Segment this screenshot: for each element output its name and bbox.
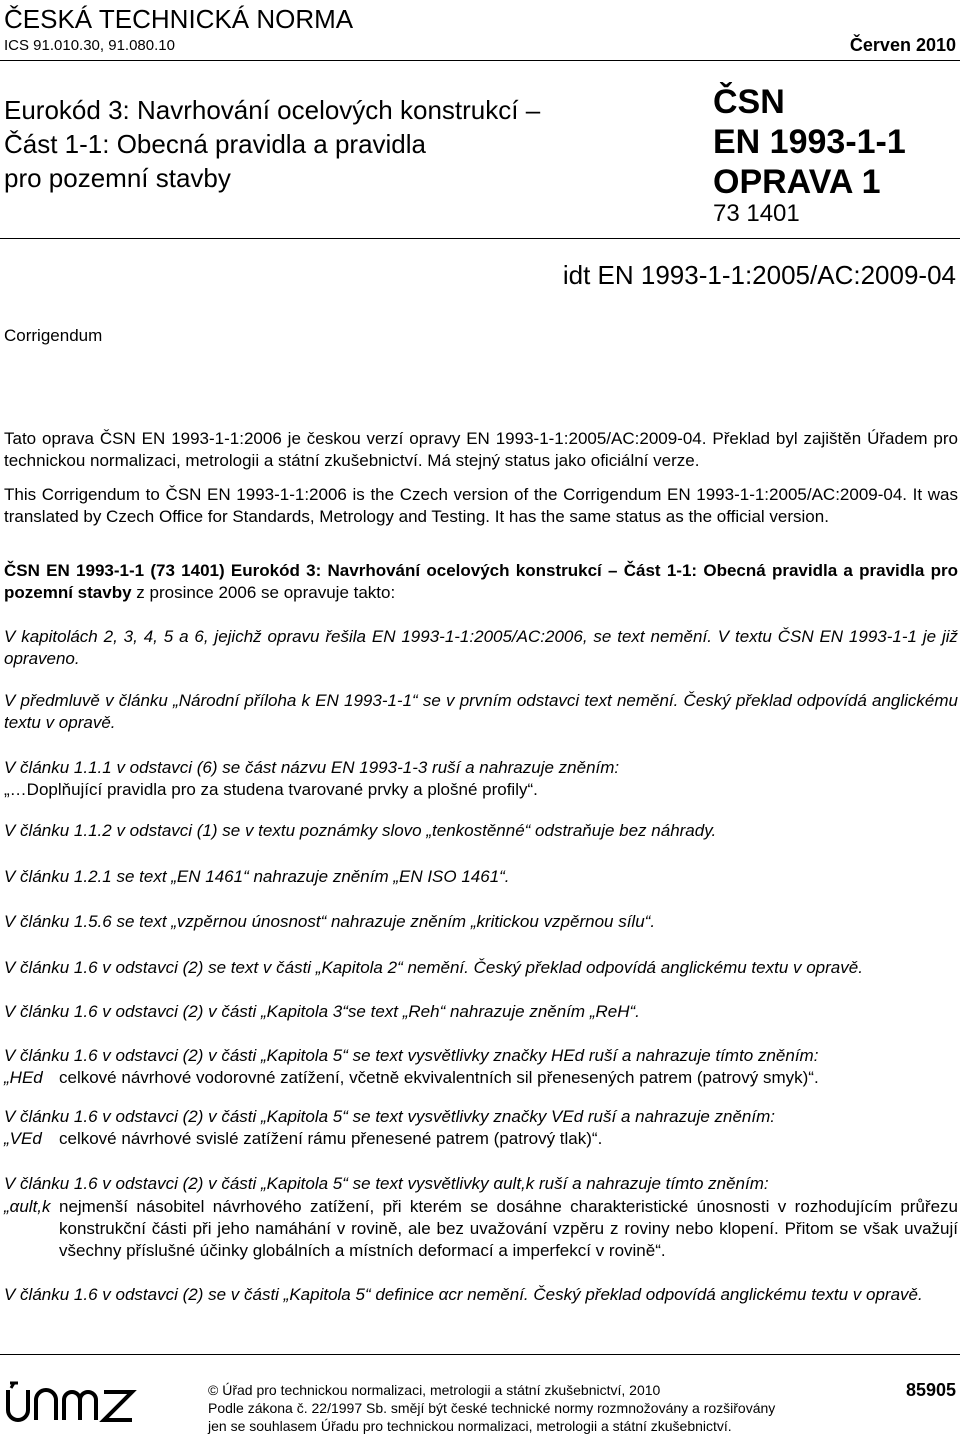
intro-english: This Corrigendum to ČSN EN 1993-1-1:2006 is the Czech version of the Corrigendum EN 1993-1-1:2005/AC:2009-04. It was translated by Czech Office for Standards, Metrology and Testing. It has the same status as the official version. [4,485,958,526]
catalog-code: 85905 [905,1380,956,1400]
publication-date: Červen 2010 [849,35,956,55]
corrigendum-label: Corrigendum [4,326,103,345]
correction-1-6-hed: V článku 1.6 v odstavci (2) v části „Kapitola 5“ se text vysvětlivky značky HEd ruší a nahrazuje tímto zněním: [4,1046,819,1065]
designation-line: OPRAVA 1 [713,163,881,201]
correction-foreword: V předmluvě v článku „Národní příloha k EN 1993-1-1“ se v prvním odstavci text nemění. Český překlad odpovídá anglickému textu v opravě. [4,691,958,732]
document-title-line: Eurokód 3: Navrhování ocelových konstrukcí – [4,95,541,125]
definition-alpha-ult-text: nejmenší násobitel návrhového zatížení, při kterém se dosáhne charakteristické únosnosti v rozhodujícím průřezu konstrukční části při jeho namáhání v rovině, ale bez uvažování vzpěru z roviny nebo klopení. Přitom se však uvažují všechny příslušné účinky globálních a místních deformací a imperfekcí v rovině“. [59,1197,958,1260]
footer-rule [0,1354,960,1355]
standard-designation [713,82,906,202]
correction-1-6-chapter2: V článku 1.6 v odstavci (2) se text v části „Kapitola 2“ nemění. Český překlad odpovídá anglickému textu v opravě. [4,958,863,977]
intro-reference-rest: z prosince 2006 se opravuje takto: [131,583,396,602]
header-rule [0,60,960,61]
correction-1-6-chapter3: V článku 1.6 v odstavci (2) v části „Kapitola 3“se text „Reh“ nahrazuje zněním „ReH“. [4,1002,640,1021]
logo-text: ÚNMZ [4,1380,7,1381]
symbol-ved: „VEd [4,1129,42,1148]
correction-chapters: V kapitolách 2, 3, 4, 5 a 6, jejichž opravu řešila EN 1993-1-1:2005/AC:2006, se text nemění. V textu ČSN EN 1993-1-1 je již opraveno. [4,627,958,668]
definition-ved [4,1128,958,1150]
correction-1-6-alpha-ult: V článku 1.6 v odstavci (2) v části „Kapitola 5“ se text vysvětlivky αult,k ruší a nahrazuje tímto zněním: [4,1174,769,1193]
law-line-2: jen se souhlasem Úřadu pro technickou normalizaci, metrologii a státní zkušebnictví. [208,1418,732,1434]
intro-czech: Tato oprava ČSN EN 1993-1-1:2006 je českou verzí opravy EN 1993-1-1:2005/AC:2009-04. Překlad byl zajištěn Úřadem pro technickou normalizaci, metrologii a státní zkušebnictví. Má stejný status jako oficiální verze. [4,429,958,470]
definition-alpha-ult [4,1196,958,1262]
correction-1-1-1-text: „…Doplňující pravidla pro za studena tvarované prvky a plošné profily“. [4,780,538,799]
document-title [4,93,540,195]
designation-line: EN 1993-1-1 [713,123,906,161]
definition-hed-text: celkové návrhové vodorovné zatížení, včetně ekvivalentních sil přenesených patrem (patrový smyk)“. [59,1068,819,1087]
identical-standard: idt EN 1993-1-1:2005/AC:2009-04 [562,260,956,290]
document-title-line: Část 1-1: Obecná pravidla a pravidla [4,129,427,159]
symbol-hed: „HEd [4,1068,43,1087]
correction-1-6-alpha-cr: V článku 1.6 v odstavci (2) se v části „Kapitola 5“ definice αcr nemění. Český překlad odpovídá anglickému textu v opravě. [4,1285,923,1304]
designation-line: ČSN [713,83,785,121]
classification-number: 73 1401 [713,200,800,227]
document-title-line: pro pozemní stavby [4,163,231,193]
correction-1-1-2: V článku 1.1.2 v odstavci (1) se v textu poznámky slovo „tenkostěnné“ odstraňuje bez náhrady. [4,821,717,840]
definition-hed [4,1067,958,1089]
correction-1-1-1: V článku 1.1.1 v odstavci (6) se část názvu EN 1993-1-3 ruší a nahrazuje zněním: [4,758,620,777]
correction-1-2-1: V článku 1.2.1 se text „EN 1461“ nahrazuje zněním „EN ISO 1461“. [4,867,510,886]
title-rule [0,238,960,239]
ics-code: ICS 91.010.30, 91.080.10 [4,37,175,54]
correction-1-5-6: V článku 1.5.6 se text „vzpěrnou únosnost“ nahrazuje zněním „kritickou vzpěrnou sílu“. [4,912,656,931]
symbol-alpha-ult: „αult,k [4,1197,51,1216]
definition-ved-text: celkové návrhové svislé zatížení rámu přenesené patrem (patrový tlak)“. [59,1129,603,1148]
unmz-logo [4,1380,139,1430]
intro-reference-bold: ČSN EN 1993-1-1 (73 1401) Eurokód 3: Navrhování ocelových konstrukcí – Část 1-1: Obecná pravidla a pravidla pro pozemní stavby [4,561,958,602]
correction-1-6-ved: V článku 1.6 v odstavci (2) v části „Kapitola 5“ se text vysvětlivky značky VEd ruší a nahrazuje zněním: [4,1107,775,1126]
copyright: © Úřad pro technickou normalizaci, metrologii a státní zkušebnictví, 2010 [208,1382,661,1398]
standard-type-heading: ČESKÁ TECHNICKÁ NORMA [4,4,354,34]
intro-reference [4,560,958,604]
law-line-1: Podle zákona č. 22/1997 Sb. smějí být české technické normy rozmnožovány a rozšiřovány [208,1400,776,1416]
